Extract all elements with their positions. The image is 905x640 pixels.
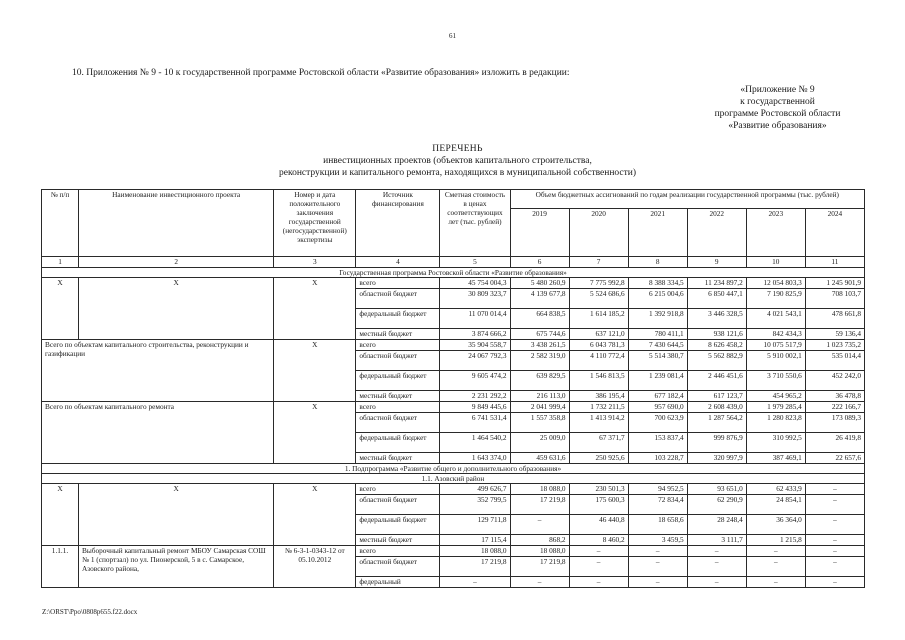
- row-number: X: [42, 278, 79, 340]
- budget-value: 6 043 781,3: [569, 340, 628, 351]
- funding-source: областной бюджет: [356, 413, 440, 433]
- budget-value: 1 413 914,2: [569, 413, 628, 433]
- funding-source: федеральный бюджет: [356, 515, 440, 535]
- footer-file-path: Z:\ORST\Ppo\0808p655.f22.docx: [42, 608, 138, 616]
- budget-value: 1 239 081,4: [628, 371, 687, 391]
- title-line: реконструкции и капитального ремонта, находящихся в муниципальной собственности): [278, 168, 637, 178]
- header-year: 2019: [510, 209, 569, 257]
- budget-value: 17 219,8: [440, 557, 510, 577]
- appendix-note: [690, 84, 865, 132]
- funding-source: областной бюджет: [356, 557, 440, 577]
- document-title: [190, 143, 725, 179]
- budget-value: 18 088,0: [510, 546, 569, 557]
- project-name: Всего по объектам капитального ремонта: [42, 402, 274, 464]
- funding-source: местный бюджет: [356, 535, 440, 546]
- budget-value: 18 088,0: [510, 484, 569, 495]
- budget-value: 46 440,8: [569, 515, 628, 535]
- budget-value: 780 411,1: [628, 329, 687, 340]
- budget-value: 999 876,9: [687, 433, 746, 453]
- budget-value: 1 287 564,2: [687, 413, 746, 433]
- header-year: 2022: [687, 209, 746, 257]
- budget-value: –: [628, 557, 687, 577]
- budget-value: 1 557 358,8: [510, 413, 569, 433]
- budget-value: 8 388 334,5: [628, 278, 687, 289]
- table-row: [42, 278, 865, 289]
- column-number: 7: [569, 257, 628, 268]
- budget-value: 9 849 445,6: [440, 402, 510, 413]
- budget-value: –: [569, 557, 628, 577]
- page-number: 61: [449, 32, 456, 40]
- table-row: [42, 546, 865, 557]
- budget-value: 11 234 897,2: [687, 278, 746, 289]
- project-name: X: [79, 278, 274, 340]
- section-title: Государственная программа Ростовской области «Развитие образования»: [42, 268, 865, 278]
- expertise-conclusion: X: [274, 278, 356, 340]
- budget-value: 454 965,2: [746, 391, 805, 402]
- budget-value: 677 182,4: [628, 391, 687, 402]
- budget-value: –: [569, 577, 628, 588]
- budget-value: 17 219,8: [510, 495, 569, 515]
- budget-value: 675 744,6: [510, 329, 569, 340]
- budget-value: –: [687, 577, 746, 588]
- funding-source: местный бюджет: [356, 329, 440, 340]
- expertise-conclusion: X: [274, 340, 356, 402]
- budget-value: 7 190 825,9: [746, 289, 805, 309]
- budget-value: 452 242,0: [805, 371, 864, 391]
- budget-value: 36 364,0: [746, 515, 805, 535]
- budget-value: 250 925,6: [569, 453, 628, 464]
- budget-value: 24 067 792,3: [440, 351, 510, 371]
- expertise-conclusion: № 6-3-1-0343-12 от 05.10.2012: [274, 546, 356, 588]
- column-number-row: [42, 257, 865, 268]
- budget-value: 4 110 772,4: [569, 351, 628, 371]
- funding-source: всего: [356, 402, 440, 413]
- budget-value: 957 690,0: [628, 402, 687, 413]
- funding-source: федеральный: [356, 577, 440, 588]
- column-number: 5: [440, 257, 510, 268]
- budget-value: 18 088,0: [440, 546, 510, 557]
- budget-value: 3 459,5: [628, 535, 687, 546]
- budget-value: –: [569, 546, 628, 557]
- budget-value: 45 754 004,3: [440, 278, 510, 289]
- header-cost: Сметная стоимость в ценах соответствующих лет (тыс. рублей): [440, 190, 510, 257]
- budget-value: 35 904 558,7: [440, 340, 510, 351]
- appendix-line: к государственной: [740, 97, 815, 107]
- section-title: 1.1. Азовский район: [42, 474, 865, 484]
- budget-value: 617 123,7: [687, 391, 746, 402]
- budget-value: 173 089,3: [805, 413, 864, 433]
- investment-projects-table: [41, 189, 865, 588]
- budget-value: 1 643 374,0: [440, 453, 510, 464]
- budget-value: 8 460,2: [569, 535, 628, 546]
- table-body: [42, 190, 865, 588]
- header-expertise: Номер и дата положительного заключения государственной (негосударственной) экспертизы: [274, 190, 356, 257]
- budget-value: 8 626 458,2: [687, 340, 746, 351]
- budget-value: –: [746, 546, 805, 557]
- budget-value: –: [510, 577, 569, 588]
- budget-value: 5 480 260,9: [510, 278, 569, 289]
- budget-value: 2 041 999,4: [510, 402, 569, 413]
- budget-value: –: [746, 577, 805, 588]
- header-year: 2023: [746, 209, 805, 257]
- budget-value: 938 121,6: [687, 329, 746, 340]
- budget-value: –: [746, 557, 805, 577]
- budget-value: 17 219,8: [510, 557, 569, 577]
- budget-value: 9 605 474,2: [440, 371, 510, 391]
- budget-value: 6 741 531,4: [440, 413, 510, 433]
- budget-value: 386 195,4: [569, 391, 628, 402]
- budget-value: 459 631,6: [510, 453, 569, 464]
- appendix-line: «Развитие образования»: [728, 121, 827, 131]
- project-name: Выборочный капитальный ремонт МБОУ Самарская СОШ № 1 (спортзал) по ул. Пионерской, 5 в с. Самарское, Азовского района,: [79, 546, 274, 588]
- budget-value: 11 070 014,4: [440, 309, 510, 329]
- budget-value: –: [805, 515, 864, 535]
- budget-value: 26 419,8: [805, 433, 864, 453]
- funding-source: областной бюджет: [356, 289, 440, 309]
- funding-source: местный бюджет: [356, 453, 440, 464]
- budget-value: –: [687, 546, 746, 557]
- budget-value: –: [805, 557, 864, 577]
- budget-value: 129 711,8: [440, 515, 510, 535]
- budget-value: 5 562 882,9: [687, 351, 746, 371]
- budget-value: 10 075 517,9: [746, 340, 805, 351]
- budget-value: 59 136,4: [805, 329, 864, 340]
- budget-value: 67 371,7: [569, 433, 628, 453]
- intro-text: 10. Приложения № 9 - 10 к государственной программе Ростовской области «Развитие образования» изложить в редакции:: [72, 68, 570, 78]
- column-number: 4: [356, 257, 440, 268]
- budget-value: 478 661,8: [805, 309, 864, 329]
- budget-value: 637 121,0: [569, 329, 628, 340]
- appendix-line: программе Ростовской области: [714, 109, 841, 119]
- budget-value: 24 854,1: [746, 495, 805, 515]
- budget-value: 639 829,5: [510, 371, 569, 391]
- budget-value: 352 799,5: [440, 495, 510, 515]
- budget-value: 3 874 666,2: [440, 329, 510, 340]
- budget-value: 72 834,4: [628, 495, 687, 515]
- table-row: [42, 340, 865, 351]
- budget-value: 2 608 439,0: [687, 402, 746, 413]
- section-row: [42, 268, 865, 278]
- budget-value: 103 228,7: [628, 453, 687, 464]
- budget-value: 1 732 211,5: [569, 402, 628, 413]
- budget-value: 36 478,8: [805, 391, 864, 402]
- budget-value: 1 464 540,2: [440, 433, 510, 453]
- budget-value: 2 446 451,6: [687, 371, 746, 391]
- budget-value: –: [805, 577, 864, 588]
- budget-value: 1 023 735,2: [805, 340, 864, 351]
- budget-value: –: [805, 484, 864, 495]
- funding-source: всего: [356, 484, 440, 495]
- column-number: 2: [79, 257, 274, 268]
- budget-value: 499 626,7: [440, 484, 510, 495]
- funding-source: федеральный бюджет: [356, 309, 440, 329]
- budget-value: –: [805, 546, 864, 557]
- section-title: 1. Подпрограмма «Развитие общего и дополнительного образования»: [42, 464, 865, 474]
- budget-value: 62 290,9: [687, 495, 746, 515]
- column-number: 8: [628, 257, 687, 268]
- budget-value: 1 215,8: [746, 535, 805, 546]
- table-row: [42, 402, 865, 413]
- section-row: [42, 464, 865, 474]
- budget-value: 700 623,9: [628, 413, 687, 433]
- header-source: Источник финансирования: [356, 190, 440, 257]
- budget-value: 2 582 319,0: [510, 351, 569, 371]
- funding-source: областной бюджет: [356, 495, 440, 515]
- title-main: ПЕРЕЧЕНЬ: [432, 144, 483, 154]
- table-row: [42, 484, 865, 495]
- budget-value: 18 658,6: [628, 515, 687, 535]
- funding-source: федеральный бюджет: [356, 371, 440, 391]
- funding-source: местный бюджет: [356, 391, 440, 402]
- funding-source: всего: [356, 278, 440, 289]
- budget-value: 94 952,5: [628, 484, 687, 495]
- budget-value: 3 438 261,5: [510, 340, 569, 351]
- budget-value: 25 009,0: [510, 433, 569, 453]
- budget-value: 3 710 550,6: [746, 371, 805, 391]
- budget-value: 535 014,4: [805, 351, 864, 371]
- appendix-line: «Приложение № 9: [740, 85, 815, 95]
- budget-value: 4 021 543,1: [746, 309, 805, 329]
- budget-value: 5 514 380,7: [628, 351, 687, 371]
- budget-value: 1 614 185,2: [569, 309, 628, 329]
- budget-value: 30 809 323,7: [440, 289, 510, 309]
- budget-value: 4 139 677,8: [510, 289, 569, 309]
- row-number: 1.1.1.: [42, 546, 79, 588]
- budget-value: 1 546 813,5: [569, 371, 628, 391]
- budget-value: 842 434,3: [746, 329, 805, 340]
- budget-value: 387 469,1: [746, 453, 805, 464]
- section-row: [42, 474, 865, 484]
- budget-value: 310 992,5: [746, 433, 805, 453]
- budget-value: 5 910 002,1: [746, 351, 805, 371]
- budget-value: 1 979 285,4: [746, 402, 805, 413]
- budget-value: 664 838,5: [510, 309, 569, 329]
- budget-value: 320 997,9: [687, 453, 746, 464]
- budget-value: 2 231 292,2: [440, 391, 510, 402]
- budget-value: 1 245 901,9: [805, 278, 864, 289]
- funding-source: всего: [356, 340, 440, 351]
- budget-value: –: [628, 546, 687, 557]
- budget-value: 28 248,4: [687, 515, 746, 535]
- column-number: 9: [687, 257, 746, 268]
- budget-value: –: [805, 495, 864, 515]
- expertise-conclusion: X: [274, 484, 356, 546]
- budget-value: –: [805, 535, 864, 546]
- header-volume: Объем бюджетных ассигнований по годам реализации государственной программы (тыс. рублей): [510, 190, 864, 209]
- header-year: 2020: [569, 209, 628, 257]
- funding-source: федеральный бюджет: [356, 433, 440, 453]
- funding-source: всего: [356, 546, 440, 557]
- budget-value: 216 113,0: [510, 391, 569, 402]
- budget-value: 708 103,7: [805, 289, 864, 309]
- budget-value: 6 215 004,6: [628, 289, 687, 309]
- budget-value: –: [687, 557, 746, 577]
- budget-value: 93 651,0: [687, 484, 746, 495]
- budget-value: 1 280 823,8: [746, 413, 805, 433]
- header-num: № п/п: [42, 190, 79, 257]
- header-name: Наименование инвестиционного проекта: [79, 190, 274, 257]
- column-number: 11: [805, 257, 864, 268]
- title-line: инвестиционных проектов (объектов капитального строительства,: [323, 156, 592, 166]
- budget-value: 12 054 803,3: [746, 278, 805, 289]
- budget-value: –: [628, 577, 687, 588]
- budget-value: 3 446 328,5: [687, 309, 746, 329]
- budget-value: 868,2: [510, 535, 569, 546]
- budget-value: –: [510, 515, 569, 535]
- column-number: 1: [42, 257, 79, 268]
- expertise-conclusion: X: [274, 402, 356, 464]
- row-number: X: [42, 484, 79, 546]
- budget-value: 7 775 992,8: [569, 278, 628, 289]
- project-name: X: [79, 484, 274, 546]
- header-row: [42, 190, 865, 209]
- budget-value: 62 433,9: [746, 484, 805, 495]
- column-number: 10: [746, 257, 805, 268]
- header-year: 2024: [805, 209, 864, 257]
- budget-value: 153 837,4: [628, 433, 687, 453]
- budget-value: 1 392 918,8: [628, 309, 687, 329]
- funding-source: областной бюджет: [356, 351, 440, 371]
- budget-value: 7 430 644,5: [628, 340, 687, 351]
- budget-value: 222 166,7: [805, 402, 864, 413]
- project-name: Всего по объектам капитального строительства, реконструкции и газификации: [42, 340, 274, 402]
- header-year: 2021: [628, 209, 687, 257]
- budget-value: 230 501,3: [569, 484, 628, 495]
- budget-value: 175 600,3: [569, 495, 628, 515]
- budget-value: 6 850 447,1: [687, 289, 746, 309]
- budget-value: –: [440, 577, 510, 588]
- budget-value: 17 115,4: [440, 535, 510, 546]
- column-number: 6: [510, 257, 569, 268]
- budget-value: 3 111,7: [687, 535, 746, 546]
- budget-value: 22 657,6: [805, 453, 864, 464]
- column-number: 3: [274, 257, 356, 268]
- budget-value: 5 524 686,6: [569, 289, 628, 309]
